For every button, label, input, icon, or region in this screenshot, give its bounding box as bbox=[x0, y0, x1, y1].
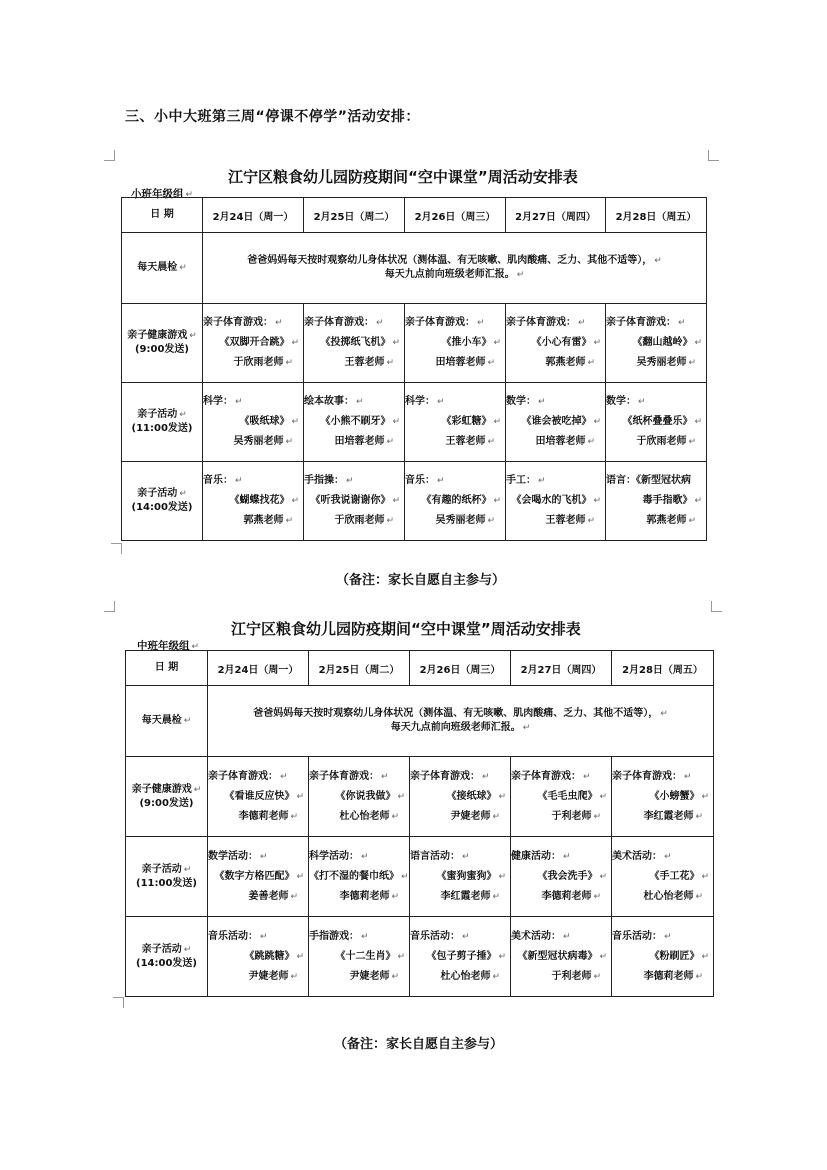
schedule-title: 江宁区粮食幼儿园防疫期间“空中课堂”周活动安排表 bbox=[228, 168, 578, 186]
activity-row bbox=[122, 304, 707, 383]
activity-cell: 科学活动： ↵ 《打不湿的餐巾纸》 ↵ 李德莉老师 ↵ bbox=[309, 837, 410, 917]
activity-cell: 美术活动： ↵ 《新型冠状病毒》 ↵ 于利老师 ↵ bbox=[511, 917, 612, 997]
grade-label: 中班年级组 ↵ bbox=[137, 640, 200, 652]
schedule-table-small-class bbox=[121, 197, 707, 541]
activity-cell: 音乐活动： ↵ 《粉刷匠》 ↵ 李德莉老师 ↵ bbox=[612, 917, 714, 997]
activity-row bbox=[126, 917, 714, 997]
activity-cell: 数学活动： ↵ 《数字方格匹配》 ↵ 姜善老师 ↵ bbox=[208, 837, 309, 917]
row-label: 亲子健康游戏 ↵ (9:00发送) bbox=[126, 757, 208, 837]
day-header: 2月25日（周二） bbox=[309, 651, 410, 686]
activity-cell: 亲子体育游戏： ↵ 《推小车》 ↵ 田培蓉老师 ↵ bbox=[405, 304, 506, 383]
remark-note: （备注：家长自愿自主参与） bbox=[336, 573, 506, 588]
row-label: 亲子活动 ↵ (11:00发送) bbox=[122, 383, 203, 462]
day-header: 2月27日（周四） bbox=[506, 198, 606, 233]
activity-cell: 亲子体育游戏： ↵ 《接纸球》 ↵ 尹婕老师 ↵ bbox=[410, 757, 511, 837]
day-header: 2月26日（周三） bbox=[405, 198, 506, 233]
activity-cell: 音乐活动： ↵ 《跳跳糖》 ↵ 尹婕老师 ↵ bbox=[208, 917, 309, 997]
activity-row bbox=[122, 383, 707, 462]
remark-note: （备注：家长自愿自主参与） bbox=[334, 1037, 504, 1052]
activity-row bbox=[126, 837, 714, 917]
activity-cell: 亲子体育游戏： ↵ 《投掷纸飞机》 ↵ 王蓉老师 ↵ bbox=[304, 304, 405, 383]
crop-mark-top-left bbox=[104, 150, 115, 161]
crop-mark-bottom-left bbox=[113, 997, 124, 1008]
activity-cell: 绘本故事： ↵ 《小熊不刷牙》 ↵ 田培蓉老师 ↵ bbox=[304, 383, 405, 462]
activity-cell: 手指游戏： ↵ 《十二生肖》 ↵ 尹婕老师 ↵ bbox=[309, 917, 410, 997]
activity-row bbox=[122, 462, 707, 541]
activity-cell: 音乐活动： ↵ 《包子剪子捶》 ↵ 杜心怡老师 ↵ bbox=[410, 917, 511, 997]
date-row bbox=[122, 198, 707, 233]
row-label: 亲子活动 ↵ (11:00发送) bbox=[126, 837, 208, 917]
activity-cell: 亲子体育游戏： ↵ 《你说我做》 ↵ 杜心怡老师 ↵ bbox=[309, 757, 410, 837]
day-header: 2月28日（周五） bbox=[606, 198, 707, 233]
morning-check-row bbox=[126, 686, 714, 757]
activity-cell: 数学： ↵ 《谁会被吃掉》 ↵ 田培蓉老师 ↵ bbox=[506, 383, 606, 462]
activity-row bbox=[126, 757, 714, 837]
activity-cell: 科学： ↵ 《吸纸球》 ↵ 吴秀丽老师 ↵ bbox=[203, 383, 304, 462]
activity-cell: 美术活动： ↵ 《手工花》 ↵ 杜心怡老师 ↵ bbox=[612, 837, 714, 917]
crop-mark-bottom-left bbox=[111, 543, 122, 554]
activity-cell: 语言：《新型冠状病 毒手指歌》 ↵ 郭燕老师 ↵ bbox=[606, 462, 707, 541]
date-row bbox=[126, 651, 714, 686]
schedule-title: 江宁区粮食幼儿园防疫期间“空中课堂”周活动安排表 bbox=[231, 620, 581, 638]
day-header: 2月26日（周三） bbox=[410, 651, 511, 686]
schedule-table-middle-class bbox=[125, 650, 714, 997]
date-label: 日 期 bbox=[122, 198, 203, 233]
activity-cell: 手指操： ↵ 《听我说谢谢你》 ↵ 于欣雨老师 ↵ bbox=[304, 462, 405, 541]
day-header: 2月24日（周一） bbox=[203, 198, 304, 233]
activity-cell: 亲子体育游戏： ↵ 《毛毛虫爬》 ↵ 于利老师 ↵ bbox=[511, 757, 612, 837]
morning-check-text: 爸爸妈妈每天按时观察幼儿身体状况（测体温、有无咳嗽、肌肉酸痛、乏力、其他不适等）， ↵ 每天九点前向班级老师汇报。 ↵ bbox=[208, 686, 714, 757]
morning-check-text: 爸爸妈妈每天按时观察幼儿身体状况（测体温、有无咳嗽、肌肉酸痛、乏力、其他不适等）， ↵ 每天九点前向班级老师汇报。 ↵ bbox=[203, 233, 707, 304]
morning-check-label: 每天晨检 ↵ bbox=[122, 233, 203, 304]
date-label: 日 期 bbox=[126, 651, 208, 686]
crop-mark-top-right bbox=[711, 601, 722, 612]
activity-cell: 亲子体育游戏： ↵ 《小螃蟹》 ↵ 李红霞老师 ↵ bbox=[612, 757, 714, 837]
activity-cell: 健康活动： ↵ 《我会洗手》 ↵ 李德莉老师 ↵ bbox=[511, 837, 612, 917]
morning-check-label: 每天晨检 ↵ bbox=[126, 686, 208, 757]
row-label: 亲子活动 ↵ (14:00发送) bbox=[122, 462, 203, 541]
activity-cell: 音乐： ↵ 《蝴蝶找花》 ↵ 郭燕老师 ↵ bbox=[203, 462, 304, 541]
activity-cell: 手工： ↵ 《会喝水的飞机》 ↵ 王蓉老师 ↵ bbox=[506, 462, 606, 541]
activity-cell: 亲子体育游戏： ↵ 《看谁反应快》 ↵ 李德莉老师 ↵ bbox=[208, 757, 309, 837]
crop-mark-top-left bbox=[104, 601, 115, 612]
row-label: 亲子健康游戏 ↵ (9:00发送) bbox=[122, 304, 203, 383]
crop-mark-top-right bbox=[708, 150, 719, 161]
day-header: 2月24日（周一） bbox=[208, 651, 309, 686]
activity-cell: 数学： ↵ 《纸杯叠叠乐》 ↵ 于欣雨老师 ↵ bbox=[606, 383, 707, 462]
morning-check-row bbox=[122, 233, 707, 304]
activity-cell: 亲子体育游戏： ↵ 《双脚开合跳》 ↵ 于欣雨老师 ↵ bbox=[203, 304, 304, 383]
activity-cell: 科学： ↵ 《彩虹糖》 ↵ 王蓉老师 ↵ bbox=[405, 383, 506, 462]
row-label: 亲子活动 ↵ (14:00发送) bbox=[126, 917, 208, 997]
activity-cell: 亲子体育游戏： ↵ 《翻山越岭》 ↵ 吴秀丽老师 ↵ bbox=[606, 304, 707, 383]
day-header: 2月28日（周五） bbox=[612, 651, 714, 686]
activity-cell: 语言活动： ↵ 《蜜狗蜜狗》 ↵ 李红霞老师 ↵ bbox=[410, 837, 511, 917]
activity-cell: 亲子体育游戏： ↵ 《小心有雷》 ↵ 郭燕老师 ↵ bbox=[506, 304, 606, 383]
section-heading: 三、小中大班第三周“停课不停学”活动安排： bbox=[125, 109, 420, 125]
day-header: 2月25日（周二） bbox=[304, 198, 405, 233]
activity-cell: 音乐： ↵ 《有趣的纸杯》 ↵ 吴秀丽老师 ↵ bbox=[405, 462, 506, 541]
day-header: 2月27日（周四） bbox=[511, 651, 612, 686]
grade-label: 小班年级组 ↵ bbox=[131, 188, 194, 200]
